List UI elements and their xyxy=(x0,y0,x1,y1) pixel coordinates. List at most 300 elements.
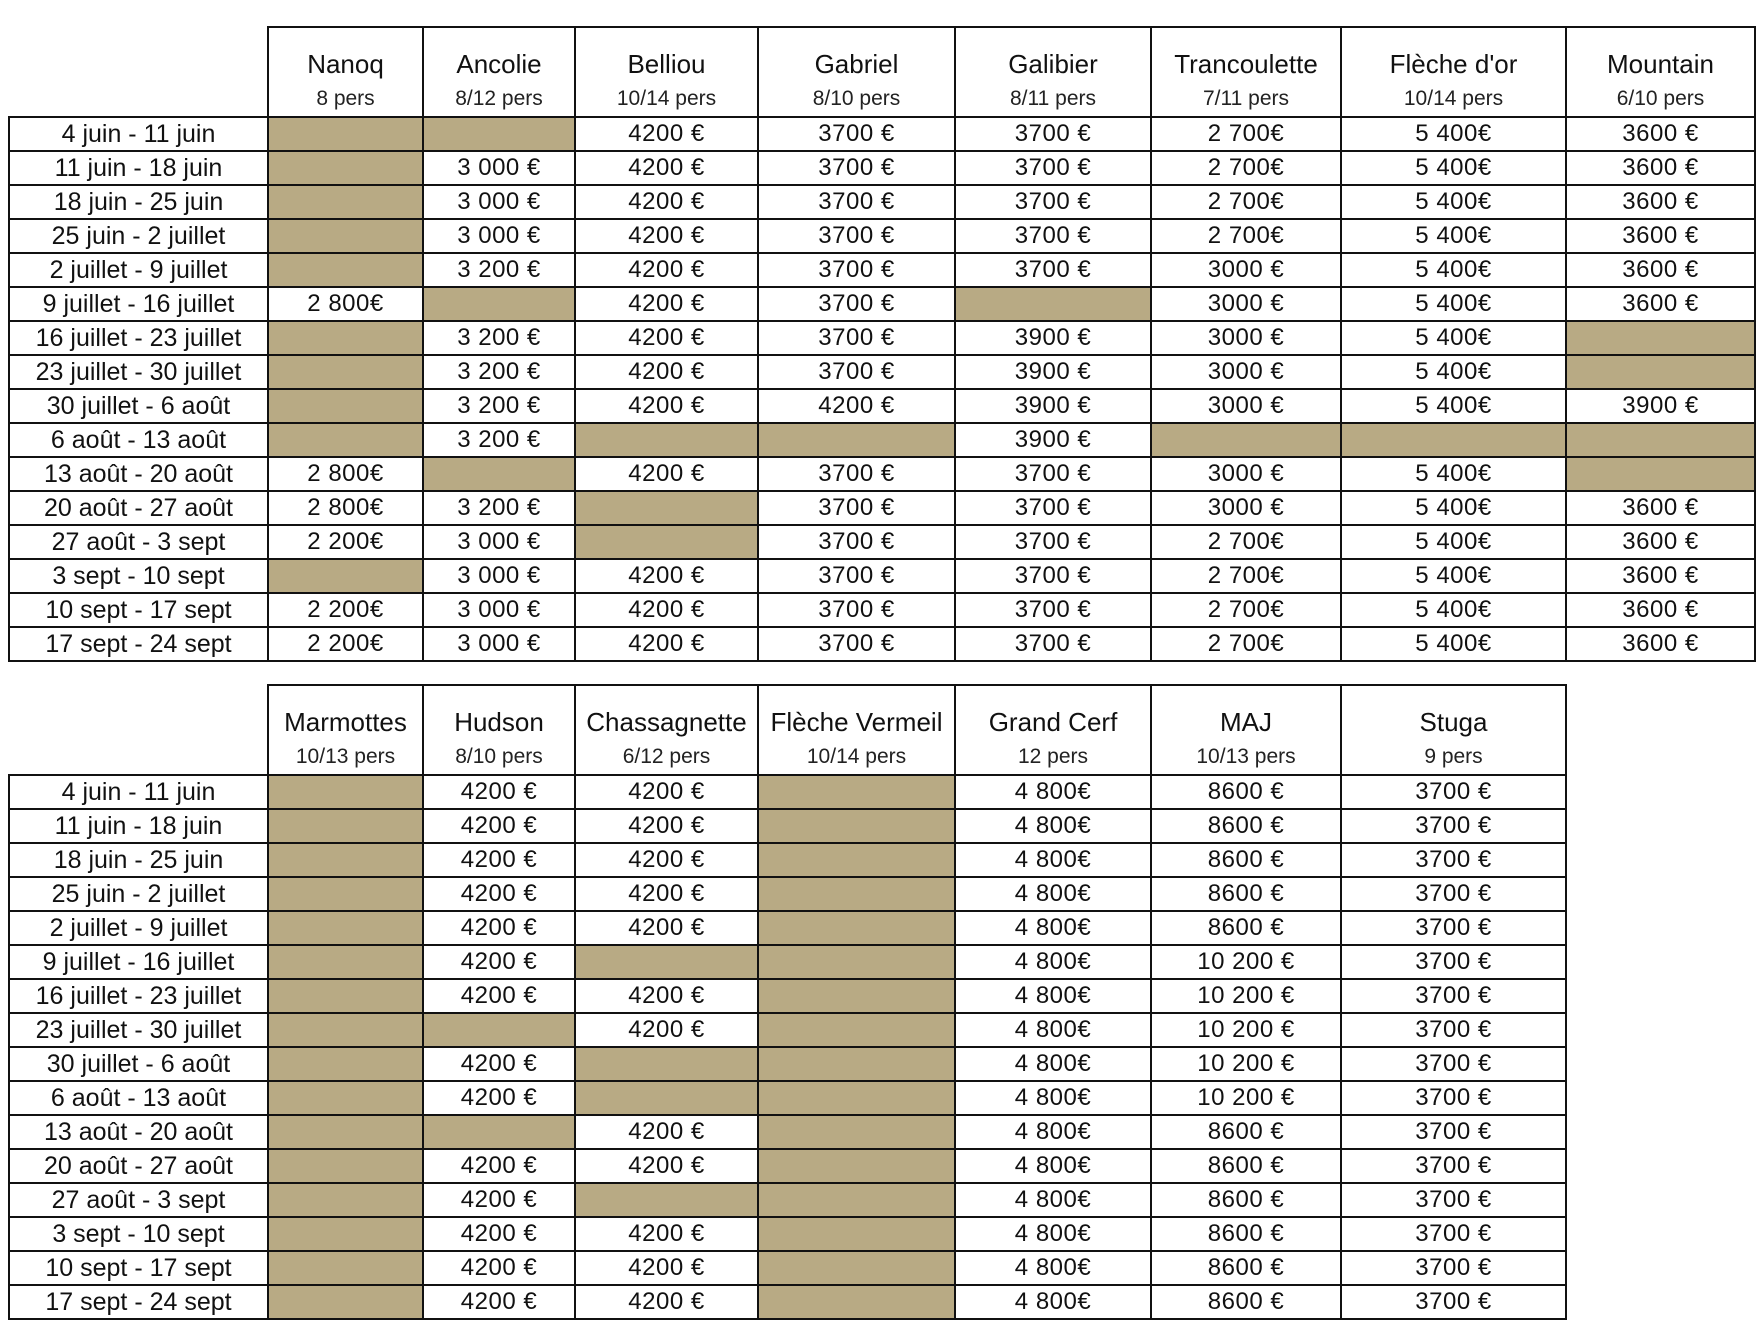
table-row xyxy=(9,843,1566,877)
price-cell: 5 400€ xyxy=(1341,117,1566,151)
unavailable-cell xyxy=(955,287,1151,321)
price-cell: 3900 € xyxy=(1566,389,1755,423)
price-cell: 3900 € xyxy=(955,389,1151,423)
unavailable-cell xyxy=(268,1285,423,1319)
price-cell: 2 700€ xyxy=(1151,151,1341,185)
chalet-capacity-mountain: 6/10 pers xyxy=(1566,82,1755,117)
price-cell: 3000 € xyxy=(1151,491,1341,525)
price-cell: 4200 € xyxy=(575,593,758,627)
price-cell: 3000 € xyxy=(1151,253,1341,287)
unavailable-cell xyxy=(758,1149,955,1183)
unavailable-cell xyxy=(1566,457,1755,491)
price-cell: 3000 € xyxy=(1151,355,1341,389)
table-row xyxy=(9,911,1566,945)
unavailable-cell xyxy=(268,559,423,593)
price-cell: 2 700€ xyxy=(1151,593,1341,627)
price-cell: 3700 € xyxy=(955,593,1151,627)
price-cell: 4200 € xyxy=(575,1013,758,1047)
price-cell: 4200 € xyxy=(423,809,575,843)
table-row xyxy=(9,457,1755,491)
table-row xyxy=(9,877,1566,911)
chalet-name-row xyxy=(9,27,1755,82)
price-cell: 3700 € xyxy=(1341,877,1566,911)
table-row xyxy=(9,423,1755,457)
unavailable-cell xyxy=(758,1013,955,1047)
price-cell: 4 800€ xyxy=(955,1115,1151,1149)
week-label: 16 juillet - 23 juillet xyxy=(9,321,268,355)
price-cell: 4200 € xyxy=(575,809,758,843)
table-row xyxy=(9,1149,1566,1183)
unavailable-cell xyxy=(1566,321,1755,355)
price-cell: 3 200 € xyxy=(423,355,575,389)
price-cell: 3600 € xyxy=(1566,627,1755,661)
price-cell: 2 800€ xyxy=(268,491,423,525)
price-cell: 4 800€ xyxy=(955,1081,1151,1115)
price-cell: 3700 € xyxy=(758,525,955,559)
price-cell: 3 200 € xyxy=(423,321,575,355)
chalet-name-grand-cerf: Grand Cerf xyxy=(955,685,1151,740)
chalet-name-belliou: Belliou xyxy=(575,27,758,82)
price-cell: 5 400€ xyxy=(1341,185,1566,219)
week-label: 2 juillet - 9 juillet xyxy=(9,911,268,945)
week-label: 13 août - 20 août xyxy=(9,1115,268,1149)
price-cell: 4200 € xyxy=(575,287,758,321)
price-cell: 3700 € xyxy=(1341,979,1566,1013)
price-cell: 3700 € xyxy=(955,185,1151,219)
price-cell: 3600 € xyxy=(1566,219,1755,253)
price-cell: 3700 € xyxy=(758,151,955,185)
unavailable-cell xyxy=(268,1081,423,1115)
week-label: 3 sept - 10 sept xyxy=(9,1217,268,1251)
week-label: 30 juillet - 6 août xyxy=(9,389,268,423)
table-row xyxy=(9,1217,1566,1251)
chalet-capacity-belliou: 10/14 pers xyxy=(575,82,758,117)
unavailable-cell xyxy=(1566,355,1755,389)
week-label: 17 sept - 24 sept xyxy=(9,1285,268,1319)
week-label: 6 août - 13 août xyxy=(9,1081,268,1115)
price-cell: 3700 € xyxy=(1341,1047,1566,1081)
price-cell: 3000 € xyxy=(1151,321,1341,355)
unavailable-cell xyxy=(575,1047,758,1081)
unavailable-cell xyxy=(758,1251,955,1285)
price-cell: 5 400€ xyxy=(1341,389,1566,423)
price-cell: 3700 € xyxy=(758,253,955,287)
price-cell: 3700 € xyxy=(1341,775,1566,809)
price-cell: 2 200€ xyxy=(268,627,423,661)
price-cell: 2 700€ xyxy=(1151,219,1341,253)
price-cell: 4 800€ xyxy=(955,1183,1151,1217)
price-cell: 3700 € xyxy=(758,457,955,491)
price-cell: 3700 € xyxy=(758,627,955,661)
price-cell: 4200 € xyxy=(423,1251,575,1285)
unavailable-cell xyxy=(268,423,423,457)
chalet-capacity-hudson: 8/10 pers xyxy=(423,740,575,775)
price-cell: 3 000 € xyxy=(423,559,575,593)
table-row xyxy=(9,525,1755,559)
price-cell: 5 400€ xyxy=(1341,559,1566,593)
unavailable-cell xyxy=(575,525,758,559)
price-cell: 4200 € xyxy=(575,877,758,911)
price-cell: 3700 € xyxy=(1341,843,1566,877)
price-cell: 4 800€ xyxy=(955,843,1151,877)
price-cell: 5 400€ xyxy=(1341,593,1566,627)
price-cell: 3700 € xyxy=(758,593,955,627)
chalet-name-fleche-vermeil: Flèche Vermeil xyxy=(758,685,955,740)
chalet-name-nanoq: Nanoq xyxy=(268,27,423,82)
table-row xyxy=(9,389,1755,423)
price-cell: 3900 € xyxy=(955,355,1151,389)
price-cell: 4200 € xyxy=(575,219,758,253)
week-label: 2 juillet - 9 juillet xyxy=(9,253,268,287)
price-cell: 3700 € xyxy=(955,219,1151,253)
price-cell: 3700 € xyxy=(1341,1217,1566,1251)
price-cell: 4200 € xyxy=(575,117,758,151)
price-cell: 8600 € xyxy=(1151,1251,1341,1285)
price-cell: 10 200 € xyxy=(1151,1013,1341,1047)
week-label: 20 août - 27 août xyxy=(9,1149,268,1183)
price-cell: 5 400€ xyxy=(1341,321,1566,355)
price-cell: 3700 € xyxy=(1341,1285,1566,1319)
chalet-capacity-fleche-d-or: 10/14 pers xyxy=(1341,82,1566,117)
unavailable-cell xyxy=(268,253,423,287)
price-cell: 2 700€ xyxy=(1151,185,1341,219)
unavailable-cell xyxy=(268,151,423,185)
unavailable-cell xyxy=(758,1047,955,1081)
price-cell: 2 700€ xyxy=(1151,559,1341,593)
chalet-capacity-row xyxy=(9,82,1755,117)
unavailable-cell xyxy=(423,287,575,321)
week-label: 25 juin - 2 juillet xyxy=(9,877,268,911)
price-cell: 8600 € xyxy=(1151,809,1341,843)
unavailable-cell xyxy=(758,1183,955,1217)
price-cell: 4200 € xyxy=(423,843,575,877)
unavailable-cell xyxy=(758,423,955,457)
unavailable-cell xyxy=(268,355,423,389)
price-cell: 2 800€ xyxy=(268,457,423,491)
unavailable-cell xyxy=(1566,423,1755,457)
table-row xyxy=(9,1115,1566,1149)
unavailable-cell xyxy=(268,389,423,423)
price-cell: 3900 € xyxy=(955,423,1151,457)
price-cell: 4200 € xyxy=(575,1115,758,1149)
price-cell: 3700 € xyxy=(758,219,955,253)
table-row xyxy=(9,117,1755,151)
price-cell: 3700 € xyxy=(1341,1149,1566,1183)
week-label: 9 juillet - 16 juillet xyxy=(9,287,268,321)
price-cell: 4200 € xyxy=(575,355,758,389)
table-row xyxy=(9,559,1755,593)
unavailable-cell xyxy=(268,1217,423,1251)
price-cell: 4200 € xyxy=(575,775,758,809)
table-row xyxy=(9,491,1755,525)
unavailable-cell xyxy=(758,979,955,1013)
price-cell: 3700 € xyxy=(758,287,955,321)
table-row xyxy=(9,627,1755,661)
price-cell: 4 800€ xyxy=(955,979,1151,1013)
price-cell: 3700 € xyxy=(758,355,955,389)
unavailable-cell xyxy=(268,1115,423,1149)
unavailable-cell xyxy=(758,911,955,945)
price-cell: 3000 € xyxy=(1151,457,1341,491)
price-cell: 2 800€ xyxy=(268,287,423,321)
unavailable-cell xyxy=(575,423,758,457)
table-row xyxy=(9,185,1755,219)
week-label: 18 juin - 25 juin xyxy=(9,843,268,877)
unavailable-cell xyxy=(268,877,423,911)
unavailable-cell xyxy=(575,1183,758,1217)
price-cell: 4 800€ xyxy=(955,1047,1151,1081)
week-label: 11 juin - 18 juin xyxy=(9,809,268,843)
price-cell: 3000 € xyxy=(1151,287,1341,321)
table-row xyxy=(9,1285,1566,1319)
price-cell: 3 200 € xyxy=(423,389,575,423)
week-label: 23 juillet - 30 juillet xyxy=(9,1013,268,1047)
price-cell: 4 800€ xyxy=(955,1285,1151,1319)
price-cell: 3 000 € xyxy=(423,593,575,627)
chalet-name-marmottes: Marmottes xyxy=(268,685,423,740)
week-label: 23 juillet - 30 juillet xyxy=(9,355,268,389)
chalet-capacity-grand-cerf: 12 pers xyxy=(955,740,1151,775)
chalet-capacity-chassagnette: 6/12 pers xyxy=(575,740,758,775)
week-label: 20 août - 27 août xyxy=(9,491,268,525)
price-cell: 10 200 € xyxy=(1151,945,1341,979)
unavailable-cell xyxy=(758,1081,955,1115)
week-label: 27 août - 3 sept xyxy=(9,1183,268,1217)
price-cell: 5 400€ xyxy=(1341,287,1566,321)
price-cell: 8600 € xyxy=(1151,1115,1341,1149)
price-cell: 4200 € xyxy=(423,1047,575,1081)
price-cell: 5 400€ xyxy=(1341,627,1566,661)
price-cell: 5 400€ xyxy=(1341,355,1566,389)
unavailable-cell xyxy=(575,945,758,979)
price-cell: 3700 € xyxy=(758,491,955,525)
unavailable-cell xyxy=(758,1217,955,1251)
chalet-capacity-trancoulette: 7/11 pers xyxy=(1151,82,1341,117)
price-cell: 3700 € xyxy=(955,117,1151,151)
price-cell: 8600 € xyxy=(1151,843,1341,877)
price-cell: 4 800€ xyxy=(955,1251,1151,1285)
price-cell: 4 800€ xyxy=(955,809,1151,843)
price-cell: 5 400€ xyxy=(1341,253,1566,287)
unavailable-cell xyxy=(575,491,758,525)
table-row xyxy=(9,809,1566,843)
price-cell: 4200 € xyxy=(575,321,758,355)
table-row xyxy=(9,593,1755,627)
price-cell: 4200 € xyxy=(423,877,575,911)
price-cell: 4200 € xyxy=(423,979,575,1013)
price-cell: 2 200€ xyxy=(268,525,423,559)
price-cell: 3700 € xyxy=(955,457,1151,491)
price-cell: 3700 € xyxy=(1341,945,1566,979)
table-row xyxy=(9,355,1755,389)
price-cell: 4200 € xyxy=(575,253,758,287)
unavailable-cell xyxy=(268,1251,423,1285)
price-cell: 3700 € xyxy=(1341,1183,1566,1217)
price-cell: 4200 € xyxy=(575,1149,758,1183)
price-cell: 4200 € xyxy=(575,1251,758,1285)
price-cell: 4 800€ xyxy=(955,945,1151,979)
week-label: 10 sept - 17 sept xyxy=(9,1251,268,1285)
price-cell: 4200 € xyxy=(423,911,575,945)
table-row xyxy=(9,253,1755,287)
week-label: 27 août - 3 sept xyxy=(9,525,268,559)
unavailable-cell xyxy=(423,117,575,151)
price-cell: 8600 € xyxy=(1151,1149,1341,1183)
unavailable-cell xyxy=(268,979,423,1013)
table-row xyxy=(9,1183,1566,1217)
price-cell: 4 800€ xyxy=(955,775,1151,809)
unavailable-cell xyxy=(423,1013,575,1047)
unavailable-cell xyxy=(268,775,423,809)
table-row xyxy=(9,321,1755,355)
table-row xyxy=(9,1047,1566,1081)
week-label: 10 sept - 17 sept xyxy=(9,593,268,627)
price-cell: 8600 € xyxy=(1151,911,1341,945)
unavailable-cell xyxy=(423,457,575,491)
price-cell: 8600 € xyxy=(1151,1285,1341,1319)
chalet-name-trancoulette: Trancoulette xyxy=(1151,27,1341,82)
price-cell: 3 200 € xyxy=(423,423,575,457)
price-cell: 3700 € xyxy=(758,559,955,593)
price-cell: 3 000 € xyxy=(423,525,575,559)
price-cell: 4200 € xyxy=(423,1081,575,1115)
price-cell: 10 200 € xyxy=(1151,1047,1341,1081)
price-cell: 10 200 € xyxy=(1151,979,1341,1013)
chalet-capacity-ancolie: 8/12 pers xyxy=(423,82,575,117)
price-cell: 4200 € xyxy=(575,627,758,661)
price-cell: 3600 € xyxy=(1566,151,1755,185)
week-label: 11 juin - 18 juin xyxy=(9,151,268,185)
week-label: 4 juin - 11 juin xyxy=(9,117,268,151)
price-cell: 3700 € xyxy=(1341,1251,1566,1285)
price-table-1 xyxy=(8,26,1756,662)
price-cell: 4200 € xyxy=(423,1149,575,1183)
week-label: 30 juillet - 6 août xyxy=(9,1047,268,1081)
chalet-name-stuga: Stuga xyxy=(1341,685,1566,740)
price-cell: 3600 € xyxy=(1566,525,1755,559)
price-cell: 4200 € xyxy=(575,185,758,219)
price-cell: 8600 € xyxy=(1151,877,1341,911)
week-label: 3 sept - 10 sept xyxy=(9,559,268,593)
unavailable-cell xyxy=(1341,423,1566,457)
price-cell: 3700 € xyxy=(955,627,1151,661)
price-cell: 4200 € xyxy=(575,979,758,1013)
price-cell: 5 400€ xyxy=(1341,219,1566,253)
price-cell: 3700 € xyxy=(955,151,1151,185)
price-cell: 10 200 € xyxy=(1151,1081,1341,1115)
price-cell: 2 700€ xyxy=(1151,525,1341,559)
unavailable-cell xyxy=(268,809,423,843)
price-cell: 3700 € xyxy=(758,117,955,151)
price-cell: 5 400€ xyxy=(1341,151,1566,185)
price-cell: 3700 € xyxy=(758,321,955,355)
price-cell: 3700 € xyxy=(955,253,1151,287)
price-cell: 3000 € xyxy=(1151,389,1341,423)
price-cell: 3900 € xyxy=(955,321,1151,355)
week-label: 6 août - 13 août xyxy=(9,423,268,457)
price-cell: 5 400€ xyxy=(1341,525,1566,559)
chalet-name-galibier: Galibier xyxy=(955,27,1151,82)
unavailable-cell xyxy=(268,321,423,355)
chalet-capacity-gabriel: 8/10 pers xyxy=(758,82,955,117)
chalet-capacity-marmottes: 10/13 pers xyxy=(268,740,423,775)
price-cell: 4200 € xyxy=(423,945,575,979)
unavailable-cell xyxy=(1151,423,1341,457)
price-cell: 4200 € xyxy=(575,843,758,877)
price-cell: 3700 € xyxy=(1341,809,1566,843)
chalet-capacity-stuga: 9 pers xyxy=(1341,740,1566,775)
unavailable-cell xyxy=(268,1149,423,1183)
week-label: 17 sept - 24 sept xyxy=(9,627,268,661)
price-cell: 5 400€ xyxy=(1341,491,1566,525)
week-label: 18 juin - 25 juin xyxy=(9,185,268,219)
chalet-capacity-row xyxy=(9,740,1566,775)
price-table-2 xyxy=(8,684,1567,1320)
price-cell: 2 700€ xyxy=(1151,627,1341,661)
chalet-name-row xyxy=(9,685,1566,740)
table-row xyxy=(9,1251,1566,1285)
price-cell: 3 000 € xyxy=(423,185,575,219)
unavailable-cell xyxy=(758,877,955,911)
price-cell: 4 800€ xyxy=(955,877,1151,911)
price-cell: 4200 € xyxy=(758,389,955,423)
price-cell: 4200 € xyxy=(575,1285,758,1319)
unavailable-cell xyxy=(758,1285,955,1319)
unavailable-cell xyxy=(268,945,423,979)
price-cell: 8600 € xyxy=(1151,775,1341,809)
week-label: 13 août - 20 août xyxy=(9,457,268,491)
unavailable-cell xyxy=(268,1013,423,1047)
chalet-name-maj: MAJ xyxy=(1151,685,1341,740)
week-label: 25 juin - 2 juillet xyxy=(9,219,268,253)
price-cell: 3 000 € xyxy=(423,151,575,185)
price-cell: 4200 € xyxy=(575,1217,758,1251)
week-label: 9 juillet - 16 juillet xyxy=(9,945,268,979)
price-cell: 3700 € xyxy=(1341,1081,1566,1115)
price-cell: 4200 € xyxy=(575,457,758,491)
price-cell: 3600 € xyxy=(1566,491,1755,525)
price-cell: 3700 € xyxy=(955,525,1151,559)
unavailable-cell xyxy=(758,945,955,979)
unavailable-cell xyxy=(268,911,423,945)
table-row xyxy=(9,1013,1566,1047)
table-row xyxy=(9,219,1755,253)
chalet-capacity-galibier: 8/11 pers xyxy=(955,82,1151,117)
chalet-name-fleche-d-or: Flèche d'or xyxy=(1341,27,1566,82)
chalet-name-mountain: Mountain xyxy=(1566,27,1755,82)
week-label: 4 juin - 11 juin xyxy=(9,775,268,809)
price-cell: 3 200 € xyxy=(423,491,575,525)
unavailable-cell xyxy=(575,1081,758,1115)
unavailable-cell xyxy=(758,775,955,809)
price-cell: 3700 € xyxy=(1341,1013,1566,1047)
chalet-capacity-maj: 10/13 pers xyxy=(1151,740,1341,775)
price-cell: 8600 € xyxy=(1151,1183,1341,1217)
price-cell: 3700 € xyxy=(1341,911,1566,945)
unavailable-cell xyxy=(268,1047,423,1081)
chalet-capacity-nanoq: 8 pers xyxy=(268,82,423,117)
price-cell: 4200 € xyxy=(423,775,575,809)
chalet-name-ancolie: Ancolie xyxy=(423,27,575,82)
price-cell: 4 800€ xyxy=(955,1217,1151,1251)
unavailable-cell xyxy=(758,843,955,877)
table-row xyxy=(9,151,1755,185)
price-cell: 3600 € xyxy=(1566,287,1755,321)
chalet-capacity-fleche-vermeil: 10/14 pers xyxy=(758,740,955,775)
price-cell: 3600 € xyxy=(1566,253,1755,287)
price-cell: 4200 € xyxy=(423,1183,575,1217)
unavailable-cell xyxy=(758,1115,955,1149)
